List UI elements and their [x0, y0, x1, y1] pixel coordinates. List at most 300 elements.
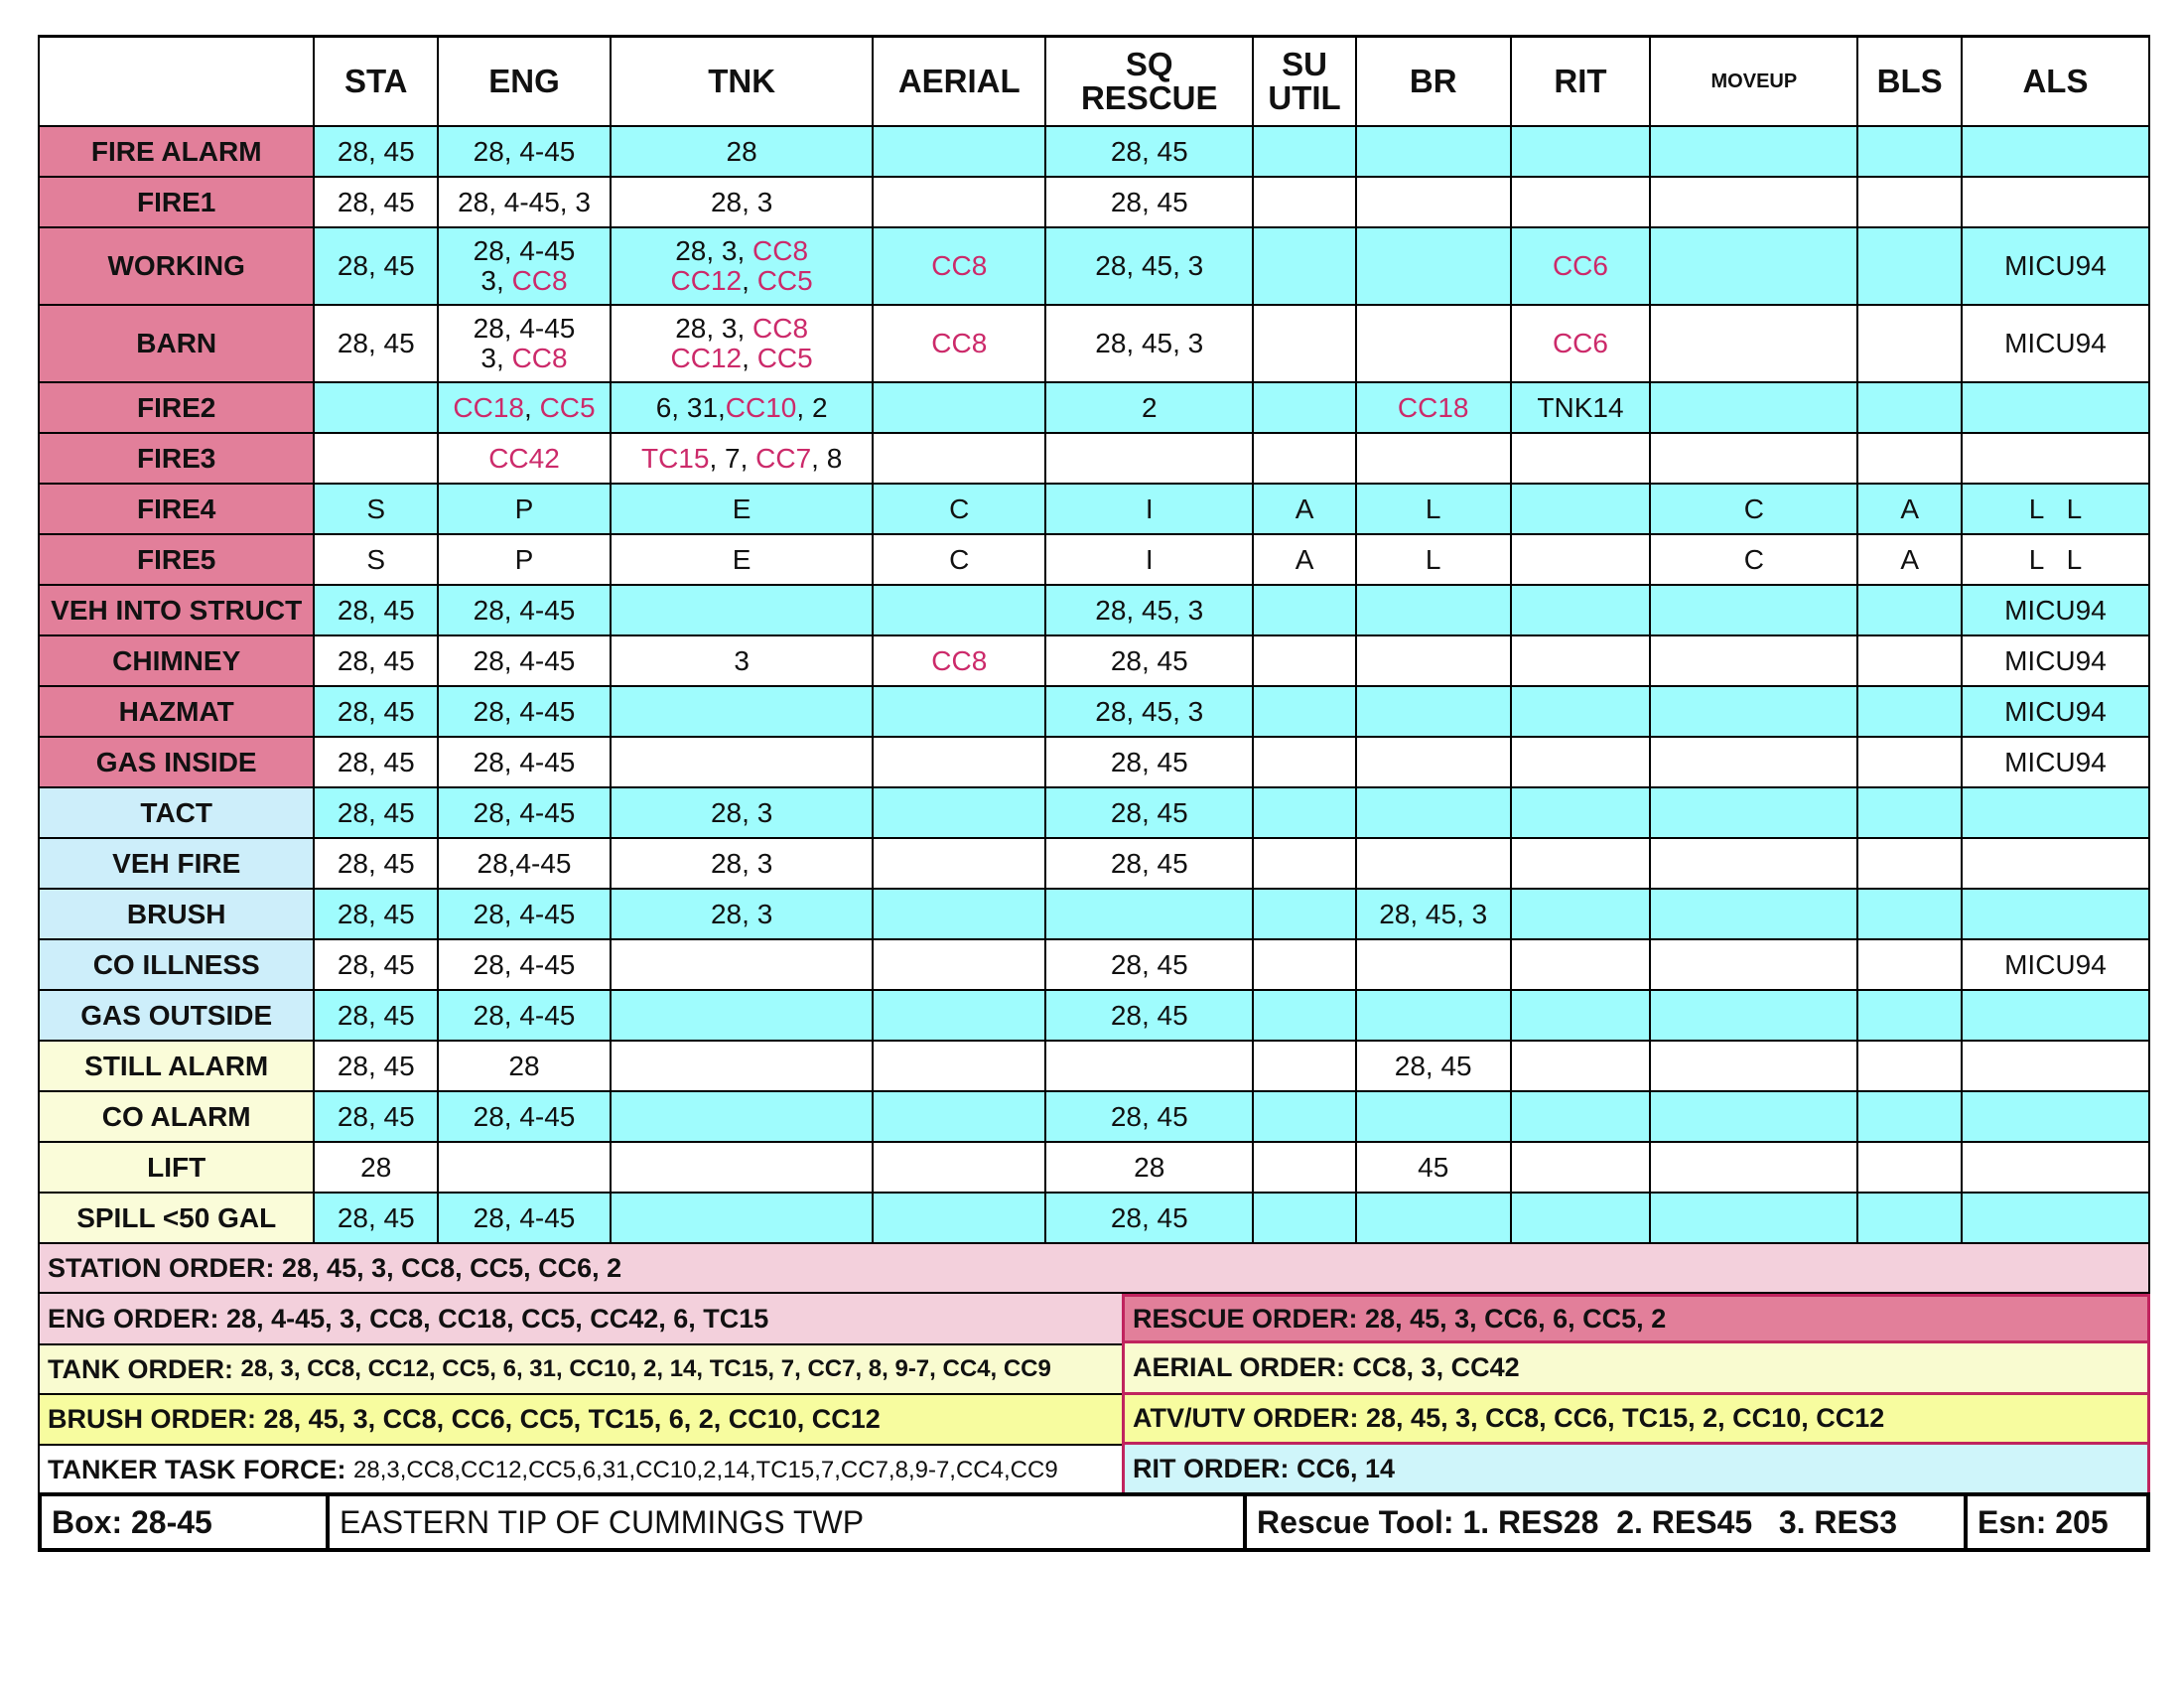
cell-sq-rescue: 28, 45, 3 [1045, 585, 1253, 635]
cell-sta: 28, 45 [314, 889, 438, 939]
cell-rit: TNK14 [1511, 382, 1651, 433]
cell-rit [1511, 990, 1651, 1041]
table-row [39, 484, 2149, 534]
cell-eng: 28, 4-45 [438, 686, 611, 737]
cell-rit [1511, 585, 1651, 635]
footer-bar [38, 1492, 2150, 1552]
cell-rit [1511, 433, 1651, 484]
row-label: FIRE1 [39, 177, 314, 227]
col-header-moveup: MOVEUP [1650, 37, 1857, 127]
col-header-bls: BLS [1857, 37, 1962, 127]
cell-sta: 28, 45 [314, 305, 438, 382]
cell-su-util [1253, 382, 1356, 433]
col-header-aerial: AERIAL [873, 37, 1045, 127]
cell-eng: 28, 4-45 [438, 1193, 611, 1243]
unit-highlight: CC8 [931, 328, 988, 358]
cell-als: MICU94 [1962, 939, 2149, 990]
unit-highlight: CC5 [756, 265, 813, 296]
cell-tnk [611, 1142, 873, 1193]
cell-aerial: C [873, 534, 1045, 585]
cell-eng: 28, 4-45, 3 [438, 177, 611, 227]
cell-su-util: A [1253, 534, 1356, 585]
row-label: CO ALARM [39, 1091, 314, 1142]
cell-aerial: C [873, 484, 1045, 534]
col-header-als: ALS [1962, 37, 2149, 127]
cell-eng: 28, 4-45 [438, 635, 611, 686]
cell-sta: 28, 45 [314, 585, 438, 635]
cell-su-util [1253, 585, 1356, 635]
cell-br: 28, 45, 3 [1356, 889, 1511, 939]
cell-aerial [873, 126, 1045, 177]
cell-moveup [1650, 838, 1857, 889]
cell-eng: 28, 4-45 [438, 939, 611, 990]
cell-bls [1857, 126, 1962, 177]
row-label: CO ILLNESS [39, 939, 314, 990]
unit-highlight: CC8 [931, 250, 988, 281]
cell-sq-rescue: 28, 45 [1045, 1091, 1253, 1142]
cell-sq-rescue [1045, 889, 1253, 939]
table-row [39, 227, 2149, 305]
cell-bls [1857, 1091, 1962, 1142]
cell-aerial [873, 382, 1045, 433]
row-label: STILL ALARM [39, 1041, 314, 1091]
cell-br [1356, 177, 1511, 227]
cell-tnk: E [611, 534, 873, 585]
cell-eng: 28, 4-45 [438, 889, 611, 939]
cell-aerial [873, 939, 1045, 990]
cell-sta: 28, 45 [314, 686, 438, 737]
cell-su-util [1253, 1193, 1356, 1243]
table-row [39, 585, 2149, 635]
esn-number: Esn: 205 [1978, 1503, 2109, 1540]
cell-tnk: 28, 3 [611, 889, 873, 939]
cell-als [1962, 1193, 2149, 1243]
rit-order [1122, 1445, 2150, 1496]
row-label: TACT [39, 787, 314, 838]
cell-als: L L [1962, 484, 2149, 534]
cell-eng: CC18, CC5 [438, 382, 611, 433]
row-label: GAS INSIDE [39, 737, 314, 787]
unit-highlight: CC18 [453, 391, 525, 423]
cell-moveup [1650, 889, 1857, 939]
cell-sta: 28, 45 [314, 990, 438, 1041]
cell-als [1962, 382, 2149, 433]
atv-utv-order-label: ATV/UTV ORDER: [1133, 1403, 1359, 1433]
row-label: GAS OUTSIDE [39, 990, 314, 1041]
col-header-sta: STA [314, 37, 438, 127]
cell-rit [1511, 534, 1651, 585]
cell-moveup [1650, 737, 1857, 787]
station-order-label: STATION ORDER: [48, 1252, 275, 1283]
cell-bls [1857, 838, 1962, 889]
table-row [39, 737, 2149, 787]
cell-als [1962, 1091, 2149, 1142]
cell-als [1962, 990, 2149, 1041]
cell-br [1356, 737, 1511, 787]
cell-eng: 28, 4-45 [438, 126, 611, 177]
cell-bls [1857, 585, 1962, 635]
rit-order-value: CC6, 14 [1297, 1454, 1396, 1483]
row-label: FIRE2 [39, 382, 314, 433]
cell-rit [1511, 939, 1651, 990]
unit-highlight: CC12 [670, 265, 743, 296]
cell-tnk [611, 585, 873, 635]
cell-sta: S [314, 484, 438, 534]
table-row [39, 126, 2149, 177]
cell-br [1356, 686, 1511, 737]
cell-rit [1511, 838, 1651, 889]
col-header-eng: ENG [438, 37, 611, 127]
cell-als: MICU94 [1962, 635, 2149, 686]
col-header-tnk: TNK [611, 37, 873, 127]
cell-bls [1857, 990, 1962, 1041]
row-label: FIRE5 [39, 534, 314, 585]
cell-aerial [873, 990, 1045, 1041]
cell-br [1356, 305, 1511, 382]
cell-tnk: E [611, 484, 873, 534]
cell-tnk [611, 939, 873, 990]
cell-sq-rescue: 28, 45, 3 [1045, 686, 1253, 737]
cell-moveup [1650, 1041, 1857, 1091]
cell-sq-rescue: 28, 45 [1045, 737, 1253, 787]
header-row [39, 37, 2149, 127]
unit-highlight: CC8 [752, 235, 809, 266]
cell-eng: 28, 4-45 3, CC8 [438, 227, 611, 305]
cell-aerial [873, 1091, 1045, 1142]
cell-tnk: TC15, 7, CC7, 8 [611, 433, 873, 484]
cell-su-util [1253, 737, 1356, 787]
cell-tnk [611, 1041, 873, 1091]
cell-bls: A [1857, 484, 1962, 534]
cell-sta: 28, 45 [314, 737, 438, 787]
cell-sta: 28, 45 [314, 1193, 438, 1243]
cell-aerial [873, 177, 1045, 227]
row-label: FIRE ALARM [39, 126, 314, 177]
cell-sq-rescue [1045, 1041, 1253, 1091]
cell-aerial [873, 227, 1045, 305]
cell-su-util [1253, 1041, 1356, 1091]
cell-moveup [1650, 227, 1857, 305]
aerial-order-label: AERIAL ORDER: [1133, 1352, 1346, 1382]
cell-sq-rescue: 2 [1045, 382, 1253, 433]
cell-moveup [1650, 939, 1857, 990]
cell-aerial [873, 1041, 1045, 1091]
cell-tnk [611, 1091, 873, 1142]
unit-highlight: CC6 [1552, 250, 1608, 281]
cell-tnk: 6, 31,CC10, 2 [611, 382, 873, 433]
row-label: BARN [39, 305, 314, 382]
cell-su-util [1253, 939, 1356, 990]
cell-tnk: 28, 3 [611, 838, 873, 889]
eng-order [38, 1294, 1122, 1345]
cell-als [1962, 1142, 2149, 1193]
cell-bls [1857, 787, 1962, 838]
tank-order-value: 28, 3, CC8, CC12, CC5, 6, 31, CC10, 2, 14, TC15, 7, CC7, 8, 9-7, CC4, CC9 [240, 1355, 1051, 1382]
row-label: FIRE3 [39, 433, 314, 484]
station-order [38, 1244, 2150, 1294]
cell-br: 28, 45 [1356, 1041, 1511, 1091]
cell-sq-rescue: 28, 45, 3 [1045, 305, 1253, 382]
cell-su-util [1253, 177, 1356, 227]
cell-su-util [1253, 838, 1356, 889]
cell-aerial [873, 585, 1045, 635]
cell-moveup [1650, 1193, 1857, 1243]
cell-eng: 28, 4-45 [438, 585, 611, 635]
cell-sq-rescue: I [1045, 534, 1253, 585]
unit-highlight: CC6 [1552, 328, 1608, 358]
unit-highlight: CC8 [931, 644, 988, 676]
cell-eng: P [438, 484, 611, 534]
tanker-task-force-value: 28,3,CC8,CC12,CC5,6,31,CC10,2,14,TC15,7,CC7,8,9-7,CC4,CC9 [353, 1456, 1058, 1483]
cell-tnk [611, 1193, 873, 1243]
col-header-rit: RIT [1511, 37, 1651, 127]
cell-eng [438, 1142, 611, 1193]
cell-sq-rescue: 28, 45 [1045, 838, 1253, 889]
cell-su-util [1253, 787, 1356, 838]
table-row [39, 1142, 2149, 1193]
cell-als: MICU94 [1962, 737, 2149, 787]
cell-moveup [1650, 177, 1857, 227]
cell-aerial [873, 305, 1045, 382]
cell-br [1356, 635, 1511, 686]
table-row [39, 635, 2149, 686]
cell-moveup [1650, 585, 1857, 635]
cell-su-util [1253, 305, 1356, 382]
col-header-sq-rescue: SQ RESCUE [1045, 37, 1253, 127]
cell-moveup: C [1650, 484, 1857, 534]
cell-br [1356, 382, 1511, 433]
cell-als: MICU94 [1962, 305, 2149, 382]
cell-br [1356, 838, 1511, 889]
row-label: FIRE4 [39, 484, 314, 534]
cell-sta: 28, 45 [314, 939, 438, 990]
table-row [39, 433, 2149, 484]
table-row [39, 382, 2149, 433]
cell-br [1356, 433, 1511, 484]
orders-section [38, 1244, 2150, 1500]
cell-rit [1511, 227, 1651, 305]
atv-utv-order-value: 28, 45, 3, CC8, CC6, TC15, 2, CC10, CC12 [1366, 1403, 1885, 1433]
tanker-task-force-order [38, 1446, 1122, 1496]
cell-br [1356, 126, 1511, 177]
cell-rit [1511, 686, 1651, 737]
cell-aerial [873, 838, 1045, 889]
station-order-value: 28, 45, 3, CC8, CC5, CC6, 2 [282, 1252, 622, 1283]
cell-tnk [611, 990, 873, 1041]
atv-utv-order [1122, 1395, 2150, 1445]
cell-su-util: A [1253, 484, 1356, 534]
row-label: WORKING [39, 227, 314, 305]
cell-sta: 28, 45 [314, 126, 438, 177]
table-row [39, 838, 2149, 889]
cell-aerial [873, 433, 1045, 484]
cell-sq-rescue: 28, 45 [1045, 1193, 1253, 1243]
cell-bls [1857, 1142, 1962, 1193]
cell-br [1356, 787, 1511, 838]
cell-als: L L [1962, 534, 2149, 585]
cell-bls [1857, 686, 1962, 737]
cell-moveup [1650, 1142, 1857, 1193]
box-number: Box: 28-45 [42, 1496, 330, 1548]
cell-sta: 28, 45 [314, 227, 438, 305]
table-row [39, 1091, 2149, 1142]
cell-br: 45 [1356, 1142, 1511, 1193]
cell-tnk: 28, 3, CC8 CC12, CC5 [611, 305, 873, 382]
cell-moveup [1650, 433, 1857, 484]
cell-sta [314, 382, 438, 433]
cell-sta: 28, 45 [314, 177, 438, 227]
cell-bls [1857, 382, 1962, 433]
cell-eng: 28, 4-45 [438, 787, 611, 838]
table-row [39, 534, 2149, 585]
rescue-order [1122, 1294, 2150, 1343]
cell-eng [438, 433, 611, 484]
cell-tnk [611, 686, 873, 737]
cell-moveup [1650, 686, 1857, 737]
cell-rit [1511, 1091, 1651, 1142]
cell-als: MICU94 [1962, 585, 2149, 635]
row-label: CHIMNEY [39, 635, 314, 686]
row-label: VEH FIRE [39, 838, 314, 889]
cell-su-util [1253, 635, 1356, 686]
aerial-order-value: CC8, 3, CC42 [1352, 1352, 1520, 1382]
cell-bls [1857, 889, 1962, 939]
table-row [39, 177, 2149, 227]
cell-rit [1511, 177, 1651, 227]
cell-moveup [1650, 787, 1857, 838]
cell-moveup [1650, 305, 1857, 382]
unit-highlight: CC8 [511, 343, 568, 373]
table-row [39, 1193, 2149, 1243]
unit-highlight: CC8 [752, 313, 809, 344]
cell-aerial [873, 686, 1045, 737]
cell-bls [1857, 227, 1962, 305]
cell-tnk: 3 [611, 635, 873, 686]
cell-sta: 28, 45 [314, 838, 438, 889]
tank-order-label: TANK ORDER: [48, 1353, 233, 1384]
cell-br [1356, 227, 1511, 305]
cell-eng: 28, 4-45 [438, 990, 611, 1041]
eng-order-label: ENG ORDER: [48, 1303, 219, 1334]
cell-aerial [873, 889, 1045, 939]
cell-br: L [1356, 484, 1511, 534]
unit-highlight: CC5 [539, 391, 596, 423]
col-header-br: BR [1356, 37, 1511, 127]
response-grid [38, 35, 2150, 1244]
cell-als [1962, 889, 2149, 939]
cell-sta: 28, 45 [314, 635, 438, 686]
cell-eng: 28, 4-45 [438, 1091, 611, 1142]
cell-aerial [873, 737, 1045, 787]
cell-rit [1511, 635, 1651, 686]
cell-eng: P [438, 534, 611, 585]
table-row [39, 990, 2149, 1041]
rescue-order-value: 28, 45, 3, CC6, 6, CC5, 2 [1365, 1303, 1667, 1334]
cell-su-util [1253, 889, 1356, 939]
cell-eng: 28, 4-45 3, CC8 [438, 305, 611, 382]
unit-highlight: CC7 [755, 442, 812, 474]
cell-sta: S [314, 534, 438, 585]
cell-sta: 28 [314, 1142, 438, 1193]
unit-highlight: TC15 [640, 442, 710, 474]
rescue-order-label: RESCUE ORDER: [1133, 1303, 1358, 1334]
cell-rit [1511, 787, 1651, 838]
cell-sq-rescue: 28, 45 [1045, 990, 1253, 1041]
cell-su-util [1253, 227, 1356, 305]
cell-sta: 28, 45 [314, 787, 438, 838]
cell-aerial [873, 1193, 1045, 1243]
cell-sq-rescue: I [1045, 484, 1253, 534]
cell-sq-rescue: 28, 45 [1045, 126, 1253, 177]
row-label: VEH INTO STRUCT [39, 585, 314, 635]
table-row [39, 1041, 2149, 1091]
cell-als [1962, 177, 2149, 227]
tanker-task-force-label: TANKER TASK FORCE: [48, 1455, 346, 1484]
cell-sq-rescue: 28, 45 [1045, 635, 1253, 686]
cell-tnk: 28, 3 [611, 177, 873, 227]
row-label: BRUSH [39, 889, 314, 939]
cell-br [1356, 1193, 1511, 1243]
cell-als: MICU94 [1962, 227, 2149, 305]
cell-bls [1857, 1193, 1962, 1243]
cell-su-util [1253, 686, 1356, 737]
cell-eng: 28 [438, 1041, 611, 1091]
cell-rit [1511, 126, 1651, 177]
cell-bls [1857, 635, 1962, 686]
cell-bls [1857, 737, 1962, 787]
cell-eng: 28,4-45 [438, 838, 611, 889]
cell-sq-rescue: 28, 45 [1045, 177, 1253, 227]
cell-br: L [1356, 534, 1511, 585]
cell-sq-rescue [1045, 433, 1253, 484]
cell-tnk: 28, 3 [611, 787, 873, 838]
cell-rit [1511, 484, 1651, 534]
cell-eng: 28, 4-45 [438, 737, 611, 787]
cell-su-util [1253, 433, 1356, 484]
unit-highlight: CC12 [670, 343, 743, 373]
brush-order-value: 28, 45, 3, CC8, CC6, CC5, TC15, 6, 2, CC10, CC12 [263, 1404, 881, 1434]
cell-moveup [1650, 990, 1857, 1041]
cell-bls [1857, 305, 1962, 382]
cell-bls: A [1857, 534, 1962, 585]
cell-br [1356, 990, 1511, 1041]
table-row [39, 305, 2149, 382]
run-card-sheet [38, 35, 2150, 1540]
cell-sq-rescue: 28, 45, 3 [1045, 227, 1253, 305]
cell-rit [1511, 1041, 1651, 1091]
cell-moveup: C [1650, 534, 1857, 585]
unit-highlight: CC10 [725, 391, 797, 423]
unit-highlight: CC18 [1397, 391, 1469, 423]
table-row [39, 939, 2149, 990]
cell-moveup [1650, 635, 1857, 686]
cell-moveup [1650, 1091, 1857, 1142]
col-header-su-util: SU UTIL [1253, 37, 1356, 127]
cell-aerial [873, 635, 1045, 686]
cell-br [1356, 585, 1511, 635]
cell-rit [1511, 1193, 1651, 1243]
brush-order [38, 1395, 1122, 1446]
cell-bls [1857, 939, 1962, 990]
cell-als [1962, 838, 2149, 889]
row-label: SPILL <50 GAL [39, 1193, 314, 1243]
brush-order-label: BRUSH ORDER: [48, 1404, 257, 1434]
cell-tnk: 28 [611, 126, 873, 177]
cell-rit [1511, 305, 1651, 382]
cell-als [1962, 433, 2149, 484]
unit-highlight: CC5 [756, 343, 813, 373]
cell-moveup [1650, 126, 1857, 177]
